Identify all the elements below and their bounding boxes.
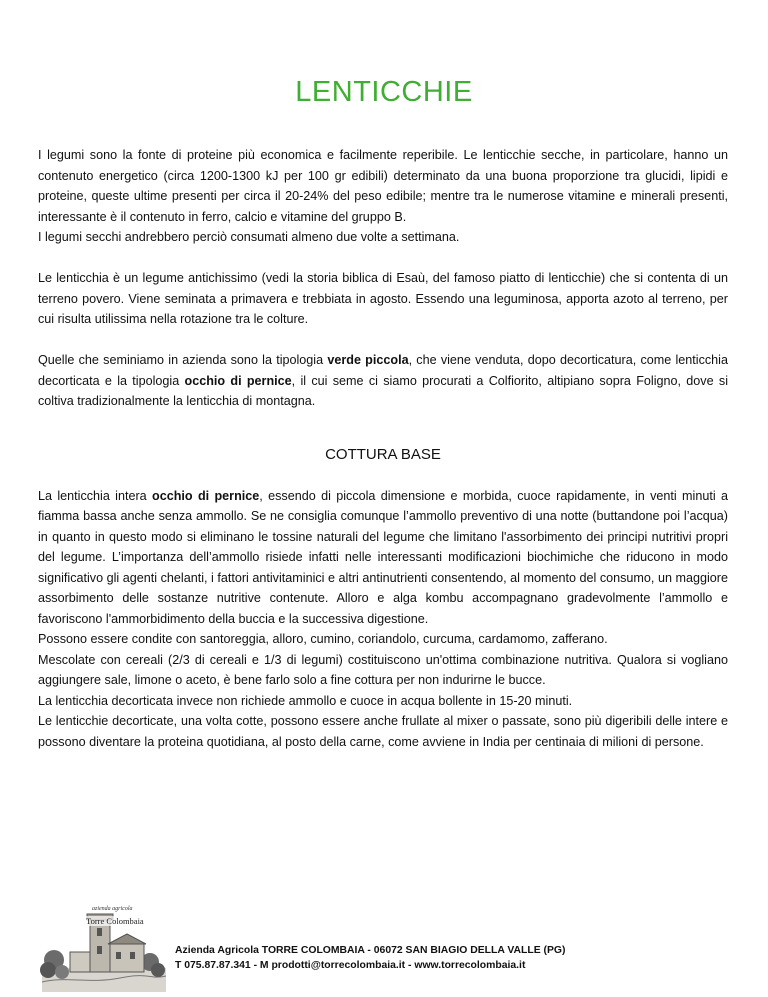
section-heading-cottura: COTTURA BASE — [325, 445, 441, 463]
logo-name: Torre Colombaia — [86, 916, 144, 926]
footer-contact — [175, 944, 735, 973]
intro-paragraph-3: Le lenticchia è un legume antichissimo (vedi la storia biblica di Esaù, del famoso piatto di lenticchie) che si contenta di un terreno povero. Viene seminata a primavera e trebbiata in agosto. Essendo una leguminosa, apporta azoto al terreno, per cui risulta utilissima nella rotazione tra le colture. — [38, 271, 728, 326]
intro-paragraph-4: Quelle che seminiamo in azienda sono la tipologia verde piccola, che viene venduta, dopo decorticatura, come lenticchia decorticata e la tipologia occhio di pernice, il cui seme ci siamo procurati a Colfiorito, altipiano sopra Foligno, dove si coltiva tradizionalmente la lenticchia di montagna. — [38, 353, 728, 408]
cooking-paragraph-1: La lenticchia intera occhio di pernice, essendo di piccola dimensione e morbida, cuoce rapidamente, in venti minuti a fiamma bassa anche senza ammollo. Se ne consiglia comunque l’ammollo preventivo di una notte (buttandone poi l’acqua) in quanto in questo modo si eliminano le tossine naturali del legume che limitano l'assorbimento dei principi nutritivi propri del legume. L’importanza dell’ammollo risiede infatti nelle interessanti modificazioni biochimiche che riducono in modo significativo gli agenti chelanti, i fattori antivitaminici e altri antinutrienti consentendo, al momento del consumo, un maggiore assorbimento delle sostanze nutritive contenute. Alloro e alga kombu accompagnano gradevolmente l’ammollo e favoriscono l'ammorbidimento della buccia e la successiva digestione. — [38, 488, 728, 626]
cooking-paragraph-4: La lenticchia decorticata invece non richiede ammollo e cuoce in acqua bollente in 15-20 minuti. — [38, 693, 573, 708]
variety-occhio-di-pernice: occhio di pernice — [184, 373, 292, 388]
page-title: LENTICCHIE — [295, 76, 473, 108]
intro-paragraph-1: I legumi sono la fonte di proteine più economica e facilmente reperibile. Le lenticchie secche, in particolare, hanno un contenuto energetico (circa 1200-1300 kJ per 100 gr edibili) determinato da una buona proporzione tra glucidi, lipidi e proteine, queste ultime presenti per circa il 20-24% del peso edibile; mentre tra le numerose vitamine e minerali presenti, interessante è il contenuto in ferro, calcio e vitamine del gruppo B. — [38, 148, 728, 224]
variety-verde-piccola: verde piccola — [327, 353, 409, 367]
company-logo — [40, 904, 168, 992]
cooking-paragraph-5: Le lenticchie decorticate, una volta cotte, possono essere anche frullate al mixer o passate, sono più digeribili delle intere e possono diventare la proteina quotidiana, al posto della carne, come avviene in India per centinaia di milioni di persone. — [38, 714, 728, 749]
footer-contacts: T 075.87.87.341 - M prodotti@torrecolombaia.it - www.torrecolombaia.it — [175, 959, 526, 971]
cooking-paragraph-3: Mescolate con cereali (2/3 di cereali e 1/3 di legumi) costituiscono un'ottima combinazione nutritiva. Qualora si vogliano aggiungere sale, limone o aceto, è bene farlo solo a fine cottura per non indurirne le bucce. — [38, 652, 728, 687]
document-body — [38, 145, 728, 752]
variety-occhio-di-pernice-2: occhio di pernice — [152, 488, 260, 503]
footer-address: Azienda Agricola TORRE COLOMBAIA - 06072 SAN BIAGIO DELLA VALLE (PG) — [175, 945, 566, 956]
intro-paragraph-2: I legumi secchi andrebbero perciò consumati almeno due volte a settimana. — [38, 230, 460, 244]
cooking-paragraph-2: Possono essere condite con santoreggia, alloro, cumino, coriandolo, curcuma, cardamomo, zafferano. — [38, 632, 608, 646]
logo-small-text: azienda agricola — [92, 906, 133, 912]
